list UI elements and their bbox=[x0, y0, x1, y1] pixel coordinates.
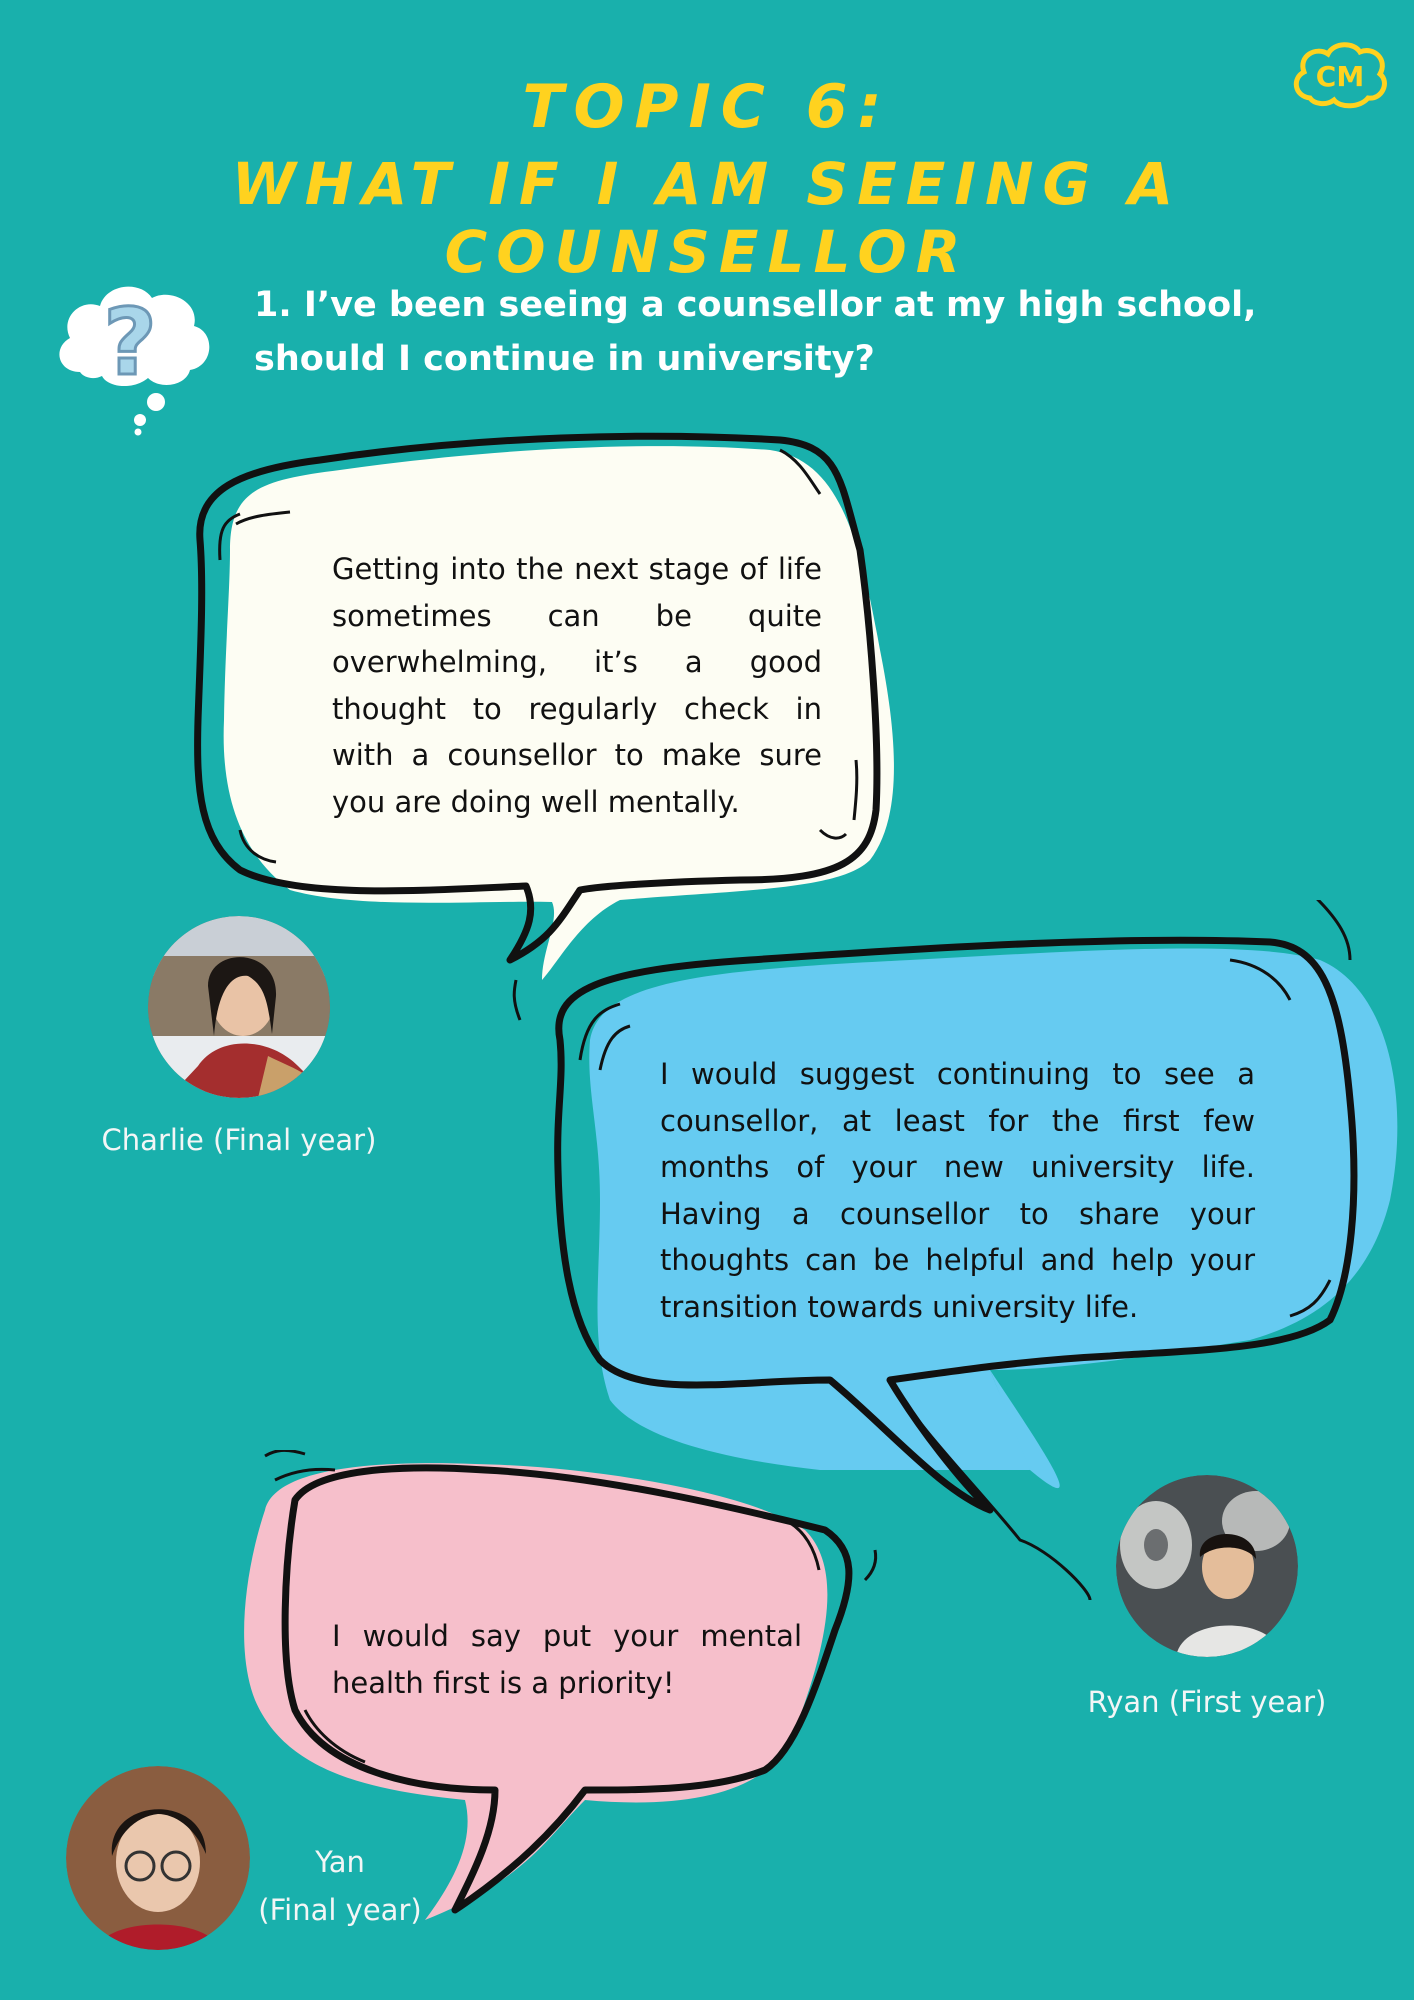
person-name-charlie: Charlie (Final year) bbox=[101, 1123, 377, 1157]
svg-text:CM: CM bbox=[1315, 60, 1365, 93]
person-name-yan bbox=[240, 1838, 440, 1934]
response-text-ryan: I would suggest continuing to see a counsellor, at least for the first few months of your new university life. Having a counsellor to share your thoughts can be helpful and help your transition towards university life. bbox=[660, 1057, 1255, 1324]
page-title: WHAT IF I AM SEEING A COUNSELLOR bbox=[231, 150, 1183, 286]
thought-cloud-question-icon bbox=[50, 262, 220, 437]
question-text: 1. I’ve been seeing a counsellor at my high school, should I continue in university? bbox=[254, 285, 1257, 379]
response-text-yan: I would say put your mental health first is a priority! bbox=[332, 1619, 802, 1700]
person-name-yan-line1: Yan bbox=[315, 1845, 365, 1879]
response-text-charlie: Getting into the next stage of life sometimes can be quite overwhelming, it’s a good thought to regularly check in with a counsellor to make sure you are doing well mentally. bbox=[332, 552, 822, 819]
cm-logo-icon bbox=[1290, 38, 1390, 112]
topic-number: TOPIC 6: bbox=[522, 72, 892, 142]
avatar-yan bbox=[66, 1766, 250, 1950]
avatar-charlie bbox=[148, 916, 330, 1098]
person-name-yan-line2: (Final year) bbox=[258, 1893, 422, 1927]
person-name-ryan: Ryan (First year) bbox=[1087, 1685, 1327, 1719]
avatar-ryan bbox=[1116, 1475, 1298, 1657]
svg-text:?: ? bbox=[103, 289, 157, 396]
